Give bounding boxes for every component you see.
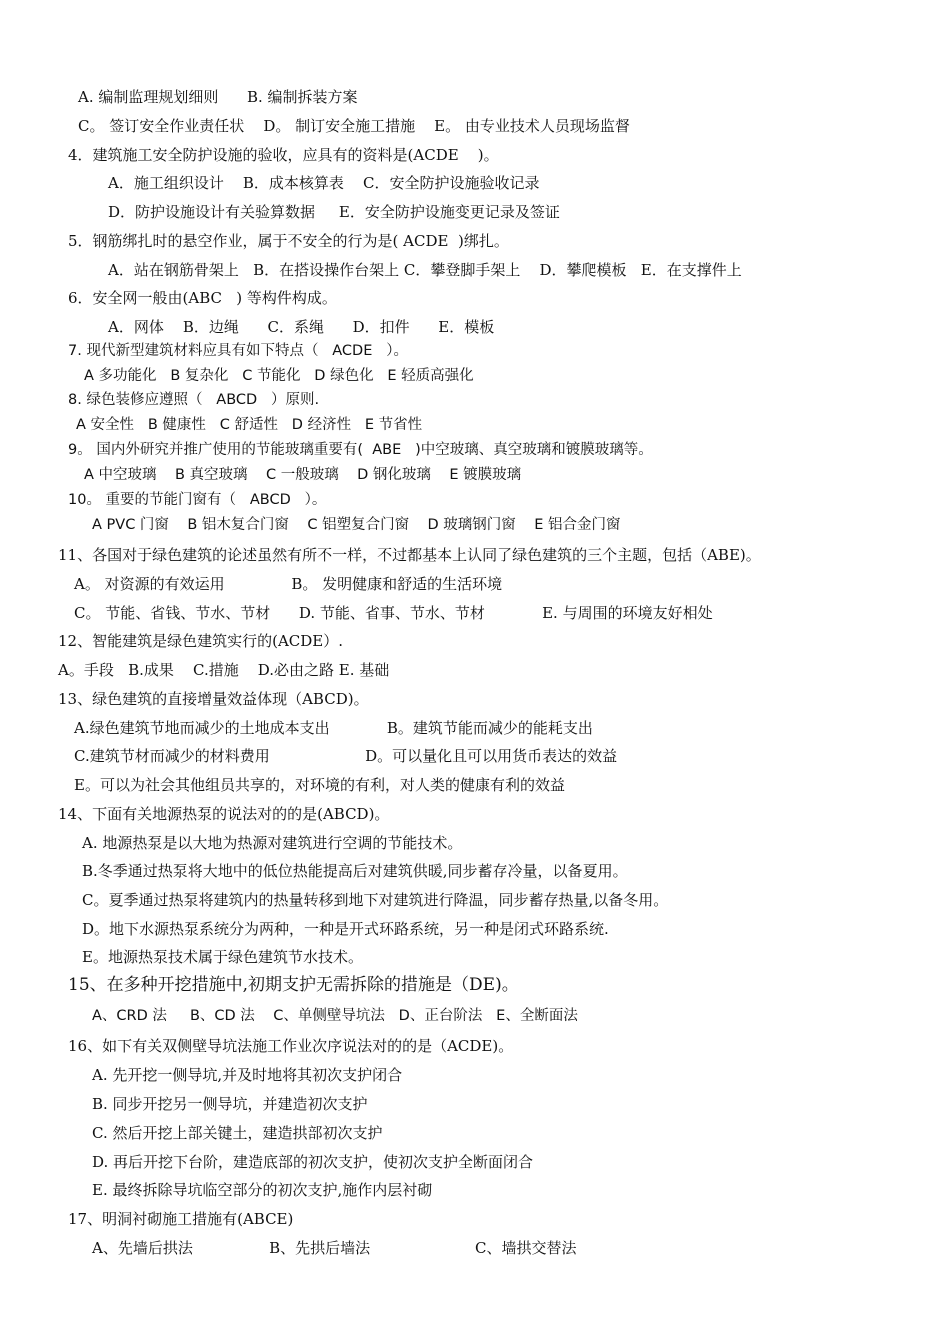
text-line: B. 同步开挖另一侧导坑，并建造初次支护	[92, 1095, 368, 1113]
text-line: A。手段 B.成果 C.措施 D.必由之路 E. 基础	[58, 661, 390, 679]
text-line: C。 节能、省钱、节水、节材 D. 节能、省事、节水、节材 E. 与周围的环境友好相处	[74, 604, 713, 622]
text-line: A。 对资源的有效运用 B。 发明健康和舒适的生活环境	[74, 575, 503, 593]
text-line: 5．钢筋绑扎时的悬空作业，属于不安全的行为是( ACDE )绑扎。	[68, 232, 509, 250]
text-line: A、先墙后拱法 B、先拱后墙法 C、墙拱交替法	[92, 1239, 577, 1257]
text-line: A、CRD 法 B、CD 法 C、单侧壁导坑法 D、正台阶法 E、全断面法	[92, 1008, 578, 1024]
text-line: D。地下水源热泵系统分为两种，一种是开式环路系统，另一种是闭式环路系统.	[82, 920, 609, 938]
text-line: 14、下面有关地源热泵的说法对的的是(ABCD)。	[58, 805, 390, 823]
text-line: A 多功能化 B 复杂化 C 节能化 D 绿色化 E 轻质高强化	[84, 368, 474, 384]
text-line: 10。 重要的节能门窗有（ ABCD ）。	[68, 492, 327, 508]
text-line: C。夏季通过热泵将建筑内的热量转移到地下对建筑进行降温，同步蓄存热量,以备冬用。	[82, 891, 669, 909]
text-line: 13、绿色建筑的直接增量效益体现（ABCD)。	[58, 690, 369, 708]
text-line: A PVC 门窗 B 铝木复合门窗 C 铝塑复合门窗 D 玻璃钢门窗 E 铝合金门窗	[92, 517, 621, 533]
text-line: 17、明洞衬砌施工措施有(ABCE)	[68, 1210, 294, 1228]
text-line: 4．建筑施工安全防护设施的验收，应具有的资料是(ACDE )。	[68, 146, 499, 164]
text-line: A 安全性 B 健康性 C 舒适性 D 经济性 E 节省性	[76, 417, 423, 433]
text-line: A. 地源热泵是以大地为热源对建筑进行空调的节能技术。	[82, 834, 463, 852]
text-line: 6．安全网一般由(ABC ) 等构件构成。	[68, 289, 337, 307]
text-line: A. 编制监理规划细则 B. 编制拆装方案	[78, 88, 358, 106]
text-line: E。可以为社会其他组员共享的，对环境的有利，对人类的健康有利的效益	[74, 776, 565, 794]
text-line: E. 最终拆除导坑临空部分的初次支护,施作内层衬砌	[92, 1181, 433, 1199]
text-line: B.冬季通过热泵将大地中的低位热能提高后对建筑供暖,同步蓄存冷量，以备夏用。	[82, 862, 628, 880]
text-line: 7. 现代新型建筑材料应具有如下特点（ ACDE ）。	[68, 343, 408, 359]
text-line: A. 先开挖一侧导坑,并及时地将其初次支护闭合	[92, 1066, 403, 1084]
text-line: C. 然后开挖上部关键土，建造拱部初次支护	[92, 1124, 383, 1142]
text-line: E。地源热泵技术属于绿色建筑节水技术。	[82, 948, 363, 966]
text-line: A 中空玻璃 B 真空玻璃 C 一般玻璃 D 钢化玻璃 E 镀膜玻璃	[84, 467, 522, 483]
text-line: 9。 国内外研究并推广使用的节能玻璃重要有( ABE )中空玻璃、真空玻璃和镀膜玻璃等。	[68, 442, 653, 458]
text-line: C.建筑节材而减少的材料费用 D。可以量化且可以用货币表达的效益	[74, 747, 618, 765]
text-line: A.绿色建筑节地而减少的土地成本支出 B。建筑节能而减少的能耗支出	[74, 719, 593, 737]
text-line: A．站在钢筋骨架上 B．在搭设操作台架上 C．攀登脚手架上 D．攀爬模板 E．在支撑件上	[108, 261, 742, 279]
text-line: 16、如下有关双侧壁导坑法施工作业次序说法对的的是（ACDE)。	[68, 1037, 514, 1055]
text-line: C。 签订安全作业责任状 D。 制订安全施工措施 E。 由专业技术人员现场监督	[78, 117, 630, 135]
text-line: A．施工组织设计 B．成本核算表 C．安全防护设施验收记录	[108, 174, 540, 192]
text-line: D. 再后开挖下台阶，建造底部的初次支护，使初次支护全断面闭合	[92, 1153, 534, 1171]
text-line: 15、在多种开挖措施中,初期支护无需拆除的措施是（DE)。	[68, 975, 519, 995]
text-line: D．防护设施设计有关验算数据 E．安全防护设施变更记录及签证	[108, 203, 560, 221]
text-line: 11、各国对于绿色建筑的论述虽然有所不一样，不过都基本上认同了绿色建筑的三个主题，包括（ABE)。	[58, 546, 761, 564]
text-line: A．网体 B．边绳 C．系绳 D．扣件 E．模板	[108, 318, 495, 336]
text-line: 12、智能建筑是绿色建筑实行的(ACDE）.	[58, 632, 343, 650]
text-line: 8. 绿色装修应遵照（ ABCD ）原则.	[68, 392, 320, 408]
